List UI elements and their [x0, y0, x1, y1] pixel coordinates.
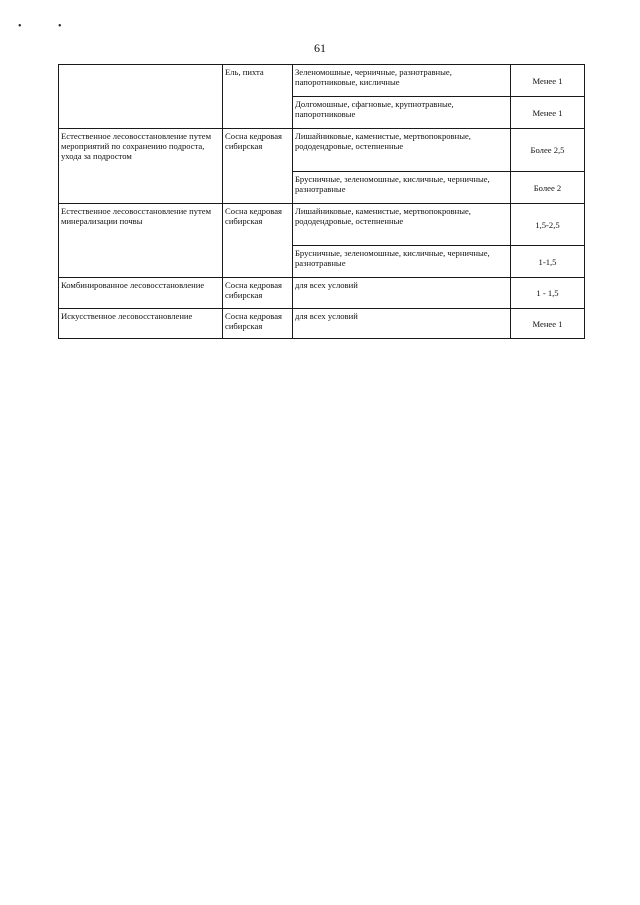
method-cell: Комбинированное лесовосстановление — [59, 278, 223, 309]
forest-type-cell: Долгомошные, сфагновые, крупнотравные, папоротниковые — [293, 97, 511, 129]
forest-type-cell: для всех условий — [293, 309, 511, 339]
species-cell: Сосна кедровая сибирская — [223, 278, 293, 309]
value-cell: Менее 1 — [511, 65, 585, 97]
species-cell: Сосна кедровая сибирская — [223, 129, 293, 204]
forest-type-cell: для всех условий — [293, 278, 511, 309]
scan-mark: • — [18, 21, 22, 32]
page-number: 61 — [314, 41, 326, 55]
value-cell: 1 - 1,5 — [511, 278, 585, 309]
forest-type-cell: Лишайниковые, каменистые, мертвопокровные, рододендровые, остепненные — [293, 129, 511, 172]
table-row — [59, 204, 585, 246]
method-cell: Искусственное лесовосстановление — [59, 309, 223, 339]
species-cell: Сосна кедровая сибирская — [223, 309, 293, 339]
value-cell: Менее 1 — [511, 309, 585, 339]
forest-type-cell: Брусничные, зеленомошные, кисличные, черничные, разнотравные — [293, 246, 511, 278]
species-cell: Сосна кедровая сибирская — [223, 204, 293, 278]
value-cell: Более 2 — [511, 172, 585, 204]
table-row — [59, 129, 585, 172]
forest-type-cell: Лишайниковые, каменистые, мертвопокровные, рододендровые, остепненные — [293, 204, 511, 246]
method-cell — [59, 65, 223, 129]
value-cell: 1,5-2,5 — [511, 204, 585, 246]
value-cell: Более 2,5 — [511, 129, 585, 172]
table-row — [59, 309, 585, 339]
scan-mark: • — [58, 21, 62, 32]
table-row — [59, 65, 585, 97]
value-cell: 1-1,5 — [511, 246, 585, 278]
species-cell: Ель, пихта — [223, 65, 293, 129]
method-cell: Естественное лесовосстановление путем минерализации почвы — [59, 204, 223, 278]
table-row — [59, 278, 585, 309]
reforestation-table — [58, 64, 585, 339]
forest-type-cell: Зеленомошные, черничные, разнотравные, папоротниковые, кисличные — [293, 65, 511, 97]
forest-type-cell: Брусничные, зеленомошные, кисличные, черничные, разнотравные — [293, 172, 511, 204]
value-cell: Менее 1 — [511, 97, 585, 129]
method-cell: Естественное лесовосстановление путем мероприятий по сохранению подроста, ухода за подростом — [59, 129, 223, 204]
